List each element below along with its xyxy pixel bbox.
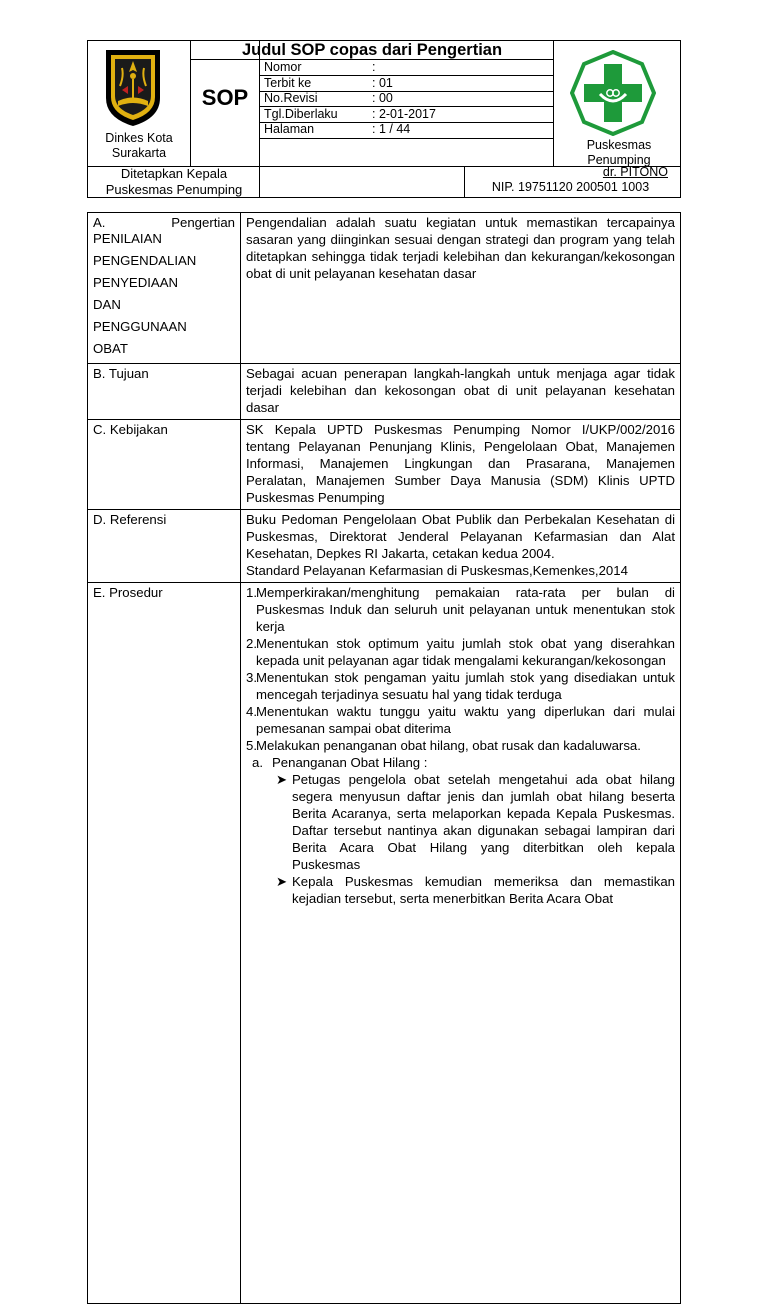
table-row-pengertian (88, 213, 681, 364)
bullet-item (246, 873, 675, 907)
meta-value: : (372, 60, 376, 74)
org-name: Dinkes Kota Surakarta (105, 131, 173, 160)
meta-row-revisi (264, 91, 549, 107)
signature-blank-cell (259, 166, 465, 198)
row-content (241, 583, 681, 1304)
label-letter: A. (93, 215, 106, 230)
step-number: 5. (246, 738, 257, 753)
sop-label: SOP (201, 85, 249, 110)
step-text: Menentukan waktu tunggu yaitu waktu yang diperlukan dari mulai pemesanan sampai obat diterima (256, 704, 675, 736)
step-text: Memperkirakan/menghitung pemakaian rata-rata per bulan di Puskesmas Induk dan seluruh unit pelayanan untuk menentukan stok kerja (256, 585, 675, 634)
tujuan-text: Sebagai acuan penerapan langkah-langkah untuk menjaga agar tidak terjadi kelebihan dan kekosongan obat di unit pelayanan kesehatan dasar (246, 366, 675, 415)
meta-row-tanggal (264, 107, 549, 123)
row-label: B. Tujuan (88, 364, 241, 420)
list-item (246, 635, 675, 669)
meta-row-nomor (264, 60, 549, 76)
meta-label: Halaman (264, 122, 315, 136)
step-text: Melakukan penanganan obat hilang, obat rusak dan kadaluwarsa. (256, 738, 641, 753)
row-label (88, 213, 241, 364)
sub-heading (246, 754, 675, 771)
meta-label: Nomor (264, 60, 302, 74)
row-content (241, 510, 681, 583)
meta-divider (259, 106, 554, 107)
arrow-bullet-icon: ➤ (276, 772, 288, 787)
meta-divider (259, 91, 554, 92)
list-item (246, 703, 675, 737)
row-content (241, 213, 681, 364)
puskesmas-name: Puskesmas Penumping (586, 138, 652, 167)
puskesmas-cross-logo (570, 50, 656, 136)
step-text: Menentukan stok pengaman yaitu jumlah stok yang disediakan untuk mencegah terjadinya sesuatu hal yang tidak terduga (256, 670, 675, 702)
meta-value: : 00 (372, 91, 393, 105)
bullet-text: Petugas pengelola obat setelah mengetahui ada obat hilang segera menyusun daftar jenis dan jumlah obat hilang beserta Berita Acaranya, serta melaporkan kepada Kepala Puskesmas. Daftar tersebut nantinya akan digunakan sebagai lampiran dari Berita Acara Obat Hilang yang diterbitkan oleh kepala Puskesmas (292, 772, 675, 872)
sub-number: a. (252, 755, 263, 770)
table-row-prosedur (88, 583, 681, 1304)
label-rest: PENILAIAN PENGENDALIAN PENYEDIAAN DAN PENGGUNAAN OBAT (93, 231, 197, 356)
meta-value: : 01 (372, 75, 393, 90)
meta-block (264, 60, 549, 138)
table-row-tujuan (88, 364, 681, 420)
row-content (241, 364, 681, 420)
surakarta-crest-logo (98, 46, 168, 128)
list-item (246, 737, 675, 754)
meta-label: Tgl.Diberlaku (264, 106, 338, 121)
meta-value: : 1 / 44 (372, 122, 411, 136)
signer-name: dr. PITONO (602, 165, 668, 179)
table-row-kebijakan (88, 420, 681, 510)
referensi-text-1: Buku Pedoman Pengelolaan Obat Publik dan Perbekalan Kesehatan di Puskesmas, Direktorat Jenderal Pelayanan Kefarmasian dan Alat Kesehatan, Depkes RI Jakarta, cetakan kedua 2004. (246, 512, 675, 561)
arrow-bullet-icon: ➤ (276, 874, 288, 889)
table-row-referensi (88, 510, 681, 583)
step-text: Menentukan stok optimum yaitu jumlah stok obat yang diserahkan kepada unit pelayanan agar tidak mengalami kekurangan/kekosongan (256, 636, 675, 668)
meta-value: : 2-01-2017 (372, 106, 436, 121)
meta-divider (259, 75, 554, 76)
step-number: 4. (246, 704, 257, 719)
label-word: Pengertian (171, 215, 235, 230)
meta-row-halaman (264, 122, 549, 138)
approver-title: Ditetapkan Kepala Puskesmas Penumping (105, 166, 243, 197)
meta-divider (259, 122, 554, 123)
sub-title: Penanganan Obat Hilang : (272, 755, 428, 770)
meta-label: Terbit ke (264, 75, 312, 90)
meta-row-terbit (264, 76, 549, 92)
step-number: 3. (246, 670, 257, 685)
step-number: 1. (246, 585, 257, 600)
sop-content-table (87, 212, 681, 1304)
list-item (246, 669, 675, 703)
pengertian-text: Pengendalian adalah suatu kegiatan untuk memastikan tercapainya sasaran yang diinginkan sesuai dengan strategi dan program yang telah ditetapkan sehingga tidak terjadi kelebihan dan kekurangan/kekosongan obat di unit pelayanan kesehatan dasar (246, 215, 675, 281)
row-content (241, 420, 681, 510)
meta-label: No.Revisi (264, 91, 318, 105)
bullet-item (246, 771, 675, 873)
row-label: D. Referensi (88, 510, 241, 583)
step-number: 2. (246, 636, 257, 651)
bullet-text: Kepala Puskesmas kemudian memeriksa dan memastikan kejadian tersebut, serta menerbitkan Berita Acara Obat (292, 874, 675, 906)
list-item (246, 584, 675, 635)
kebijakan-text: SK Kepala UPTD Puskesmas Penumping Nomor I/UKP/002/2016 tentang Pelayanan Penunjang Klinis, Pengelolaan Obat, Manajemen Informasi, Manajemen Lingkungan dan Prasarana, Manajemen Peralatan, Manajemen Sumber Daya Manusia (SDM) Klinis UPTD Puskesmas Penumping (246, 422, 675, 505)
referensi-text-2: Standard Pelayanan Kefarmasian di Puskesmas,Kemenkes,2014 (246, 563, 628, 578)
row-label: E. Prosedur (88, 583, 241, 1304)
row-label: C. Kebijakan (88, 420, 241, 510)
document-title: Judul SOP copas dari Pengertian (241, 41, 503, 59)
signer-nip: NIP. 19751120 200501 1003 (491, 180, 650, 194)
meta-divider (259, 138, 554, 139)
